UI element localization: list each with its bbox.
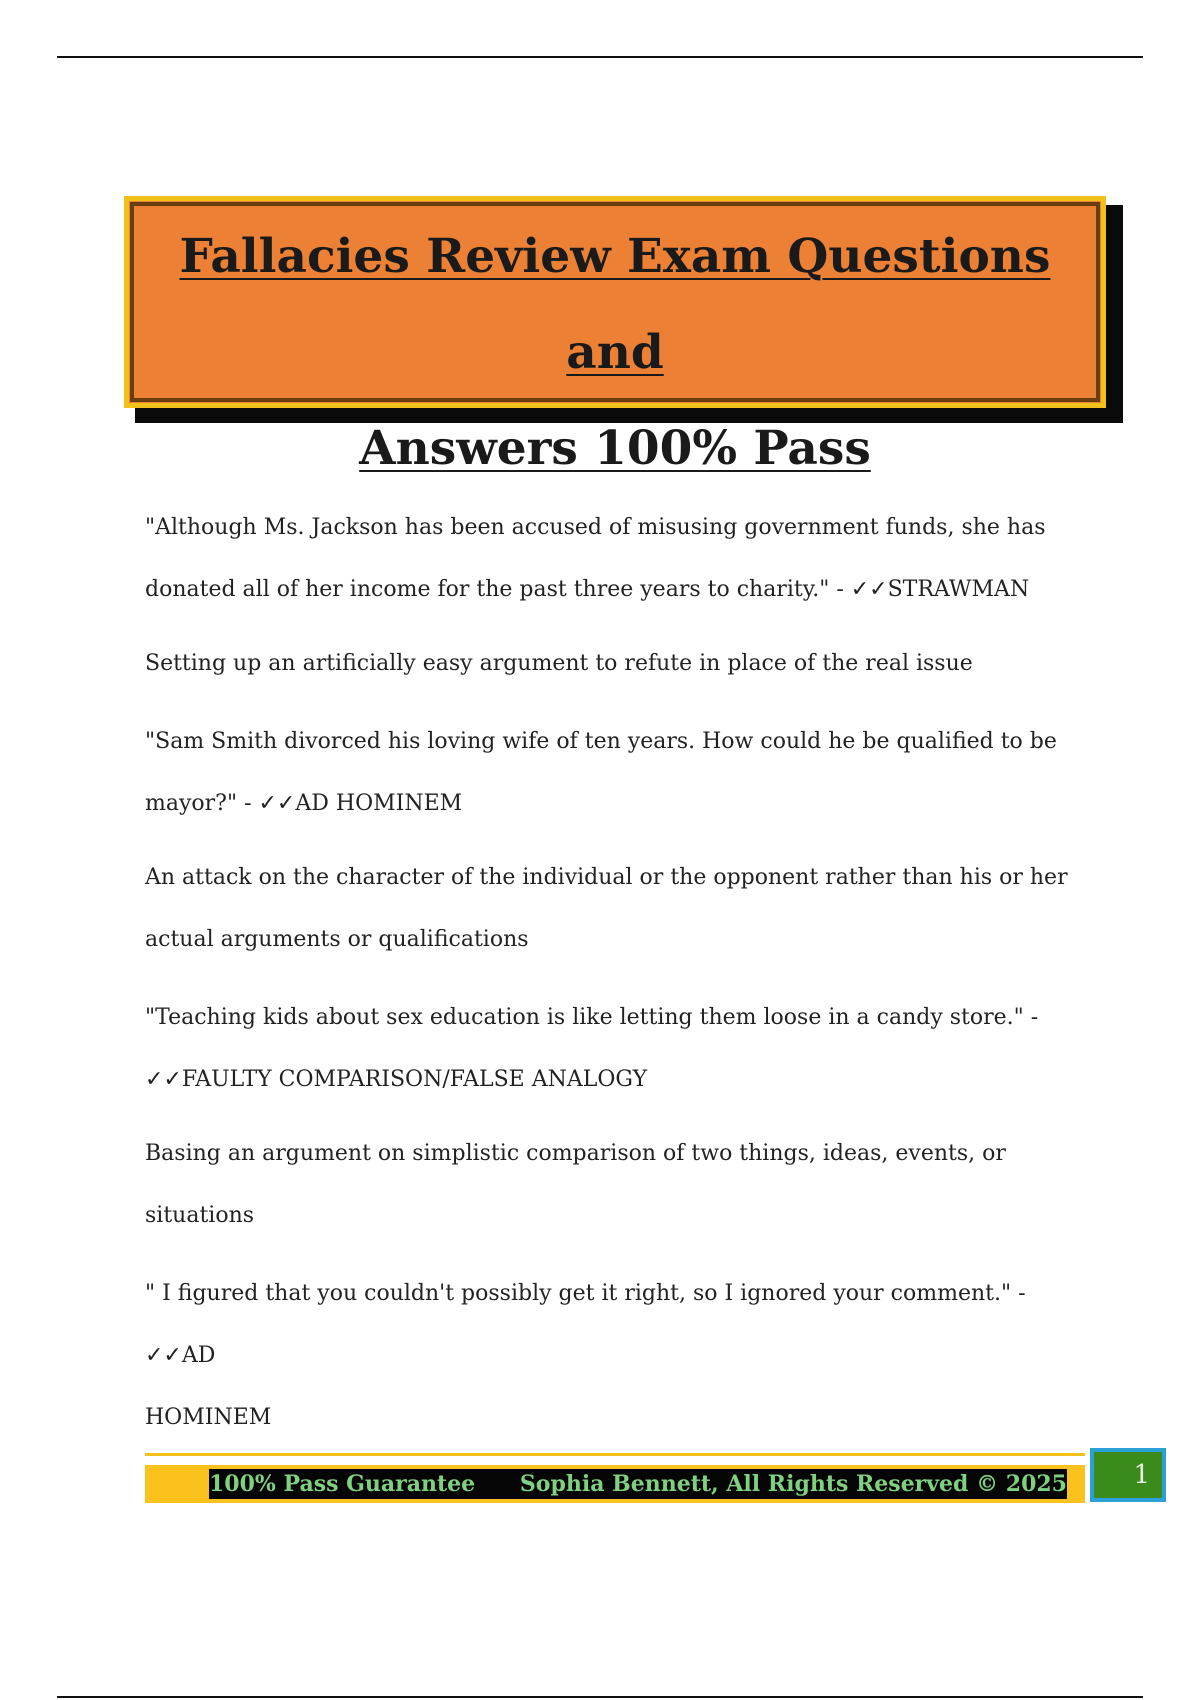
answer-paragraph bbox=[145, 633, 1090, 695]
paragraph-line: HOMINEM bbox=[145, 1405, 272, 1430]
answer-paragraph bbox=[145, 1123, 1090, 1247]
paragraph-line: Setting up an artificially easy argument to refute in place of the real issue bbox=[145, 651, 973, 676]
footer-rule bbox=[145, 1453, 1085, 1456]
question-paragraph bbox=[145, 987, 1090, 1111]
bottom-rule bbox=[57, 1696, 1143, 1698]
paragraph-line: donated all of her income for the past three years to charity." - ✓✓STRAWMAN bbox=[145, 577, 1030, 602]
title-line-2: Answers 100% Pass bbox=[359, 421, 871, 476]
page-footer bbox=[145, 1453, 1085, 1503]
paragraph-line: Basing an argument on simplistic comparison of two things, ideas, events, or situations bbox=[145, 1141, 1006, 1228]
paragraph-line: ✓✓FAULTY COMPARISON/FALSE ANALOGY bbox=[145, 1067, 648, 1092]
top-rule bbox=[57, 56, 1143, 58]
title-line-1: Fallacies Review Exam Questions and bbox=[179, 229, 1051, 380]
question-paragraph bbox=[145, 497, 1090, 621]
paragraph-line: " I figured that you couldn't possibly get it right, so I ignored your comment." - ✓✓AD bbox=[145, 1281, 1026, 1368]
question-paragraph bbox=[145, 711, 1090, 835]
paragraph-line: "Although Ms. Jackson has been accused of misusing government funds, she has bbox=[145, 515, 1046, 540]
document-body bbox=[145, 497, 1090, 1461]
footer-guarantee-text: 100% Pass Guarantee bbox=[209, 1471, 476, 1497]
footer-bar bbox=[209, 1469, 1067, 1499]
answer-paragraph bbox=[145, 847, 1090, 971]
title-banner bbox=[124, 196, 1106, 476]
paragraph-line: "Teaching kids about sex education is like letting them loose in a candy store." - bbox=[145, 1005, 1039, 1030]
paragraph-line: mayor?" - ✓✓AD HOMINEM bbox=[145, 791, 463, 816]
paragraph-line: actual arguments or qualifications bbox=[145, 927, 529, 952]
page-number: 1 bbox=[1094, 1452, 1162, 1498]
question-paragraph bbox=[145, 1263, 1090, 1449]
document-title bbox=[159, 209, 1071, 497]
page-number-badge bbox=[1090, 1448, 1166, 1502]
paragraph-line: An attack on the character of the individual or the opponent rather than his or her bbox=[145, 865, 1068, 890]
paragraph-line: "Sam Smith divorced his loving wife of ten years. How could he be qualified to be bbox=[145, 729, 1057, 754]
footer-copyright-text: Sophia Bennett, All Rights Reserved © 2025 bbox=[519, 1471, 1067, 1497]
